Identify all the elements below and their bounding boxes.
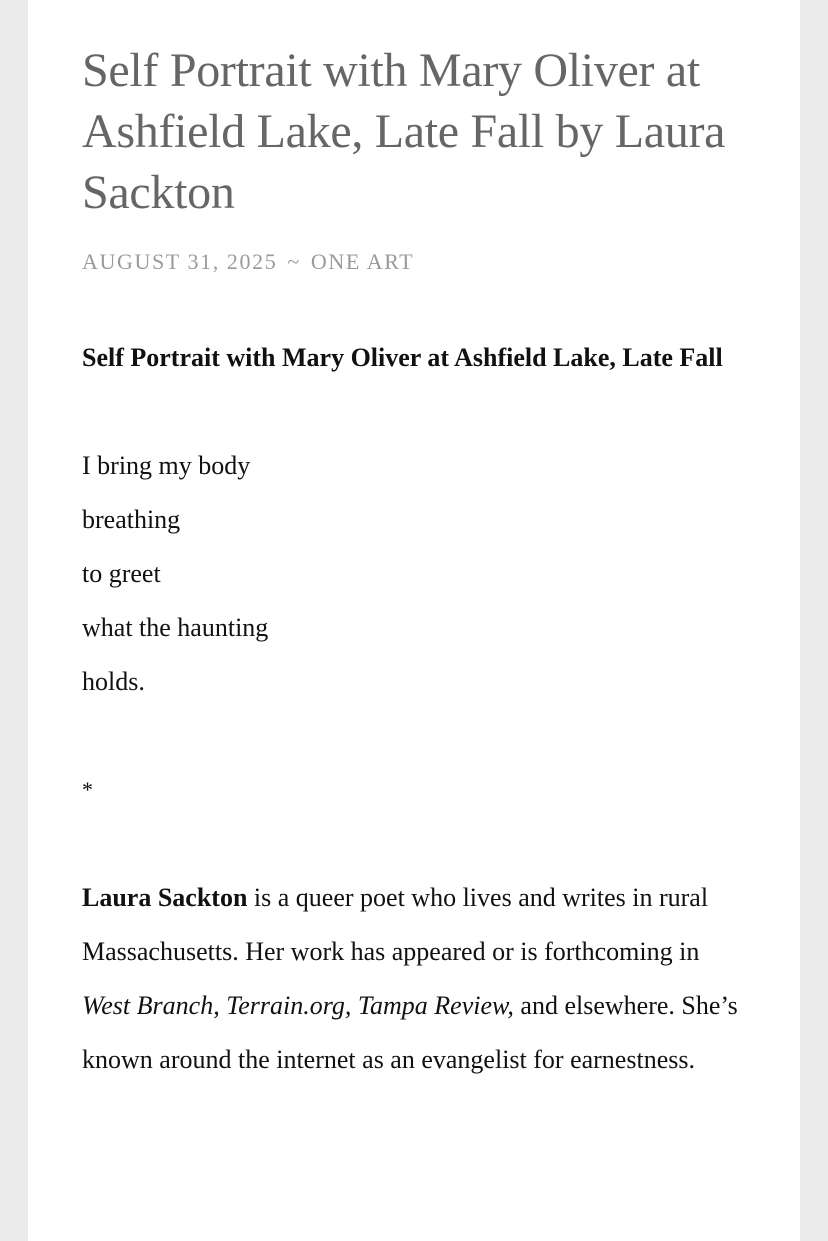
bio-journals: West Branch, Terrain.org, Tampa Review, (82, 991, 514, 1020)
bio-author-name: Laura Sackton (82, 883, 248, 912)
bio-text: is a queer poet who lives and writes in rural Massachusetts. Her work has appeared or is forthcoming in (82, 883, 709, 966)
bio-text-end: and elsewhere. She’s known around the internet as an evangelist for earnestness. (82, 991, 738, 1074)
author-bio (82, 871, 752, 1087)
post-content (82, 40, 752, 1113)
poem-line: holds. (82, 667, 145, 696)
poem-line: breathing (82, 505, 181, 534)
poem-line: what the haunting (82, 613, 269, 642)
section-separator: * (82, 777, 93, 802)
poem-line: I bring my body (82, 451, 251, 480)
post-author[interactable]: ONE ART (310, 249, 415, 274)
post-meta (82, 247, 752, 277)
poem-line: to greet (82, 559, 161, 588)
poem-title: Self Portrait with Mary Oliver at Ashfield Lake, Late Fall (82, 343, 723, 372)
poem-body (82, 439, 752, 709)
page-container (28, 0, 800, 1241)
post-title: Self Portrait with Mary Oliver at Ashfield Lake, Late Fall by Laura Sackton (82, 44, 726, 219)
meta-separator: ~ (287, 249, 301, 274)
post-date[interactable]: AUGUST 31, 2025 (82, 249, 278, 274)
entry-body (82, 331, 752, 1087)
